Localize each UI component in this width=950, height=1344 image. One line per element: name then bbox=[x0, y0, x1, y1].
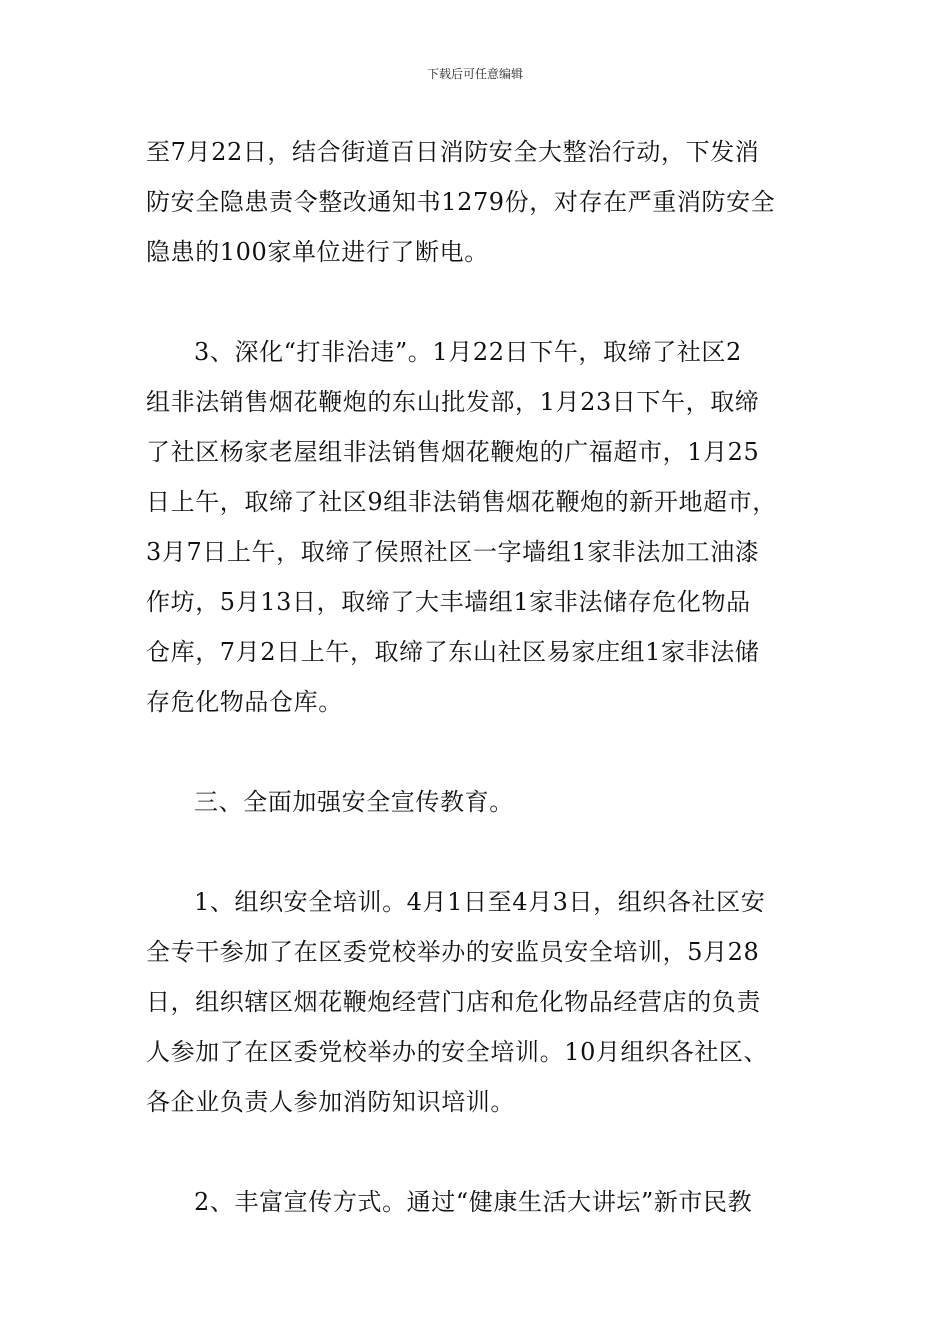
text-line: 仓库，7月2日上午，取缔了东山社区易家庄组1家非法储 bbox=[146, 638, 760, 666]
text-line: 组非法销售烟花鞭炮的东山批发部，1月23日下午，取缔 bbox=[146, 388, 760, 416]
text-line: 作坊，5月13日，取缔了大丰墙组1家非法储存危化物品 bbox=[146, 588, 751, 616]
text-line: 3月7日上午，取缔了侯照社区一字墙组1家非法加工油漆 bbox=[146, 538, 760, 566]
text-line: 三、全面加强安全宣传教育。 bbox=[194, 788, 514, 816]
text-line: 防安全隐患责令整改通知书1279份，对存在严重消防安全 bbox=[146, 188, 776, 216]
text-line: 存危化物品仓库。 bbox=[146, 688, 343, 716]
paragraph-safety-training bbox=[146, 877, 818, 1127]
text-line: 2、丰富宣传方式。通过“健康生活大讲坛”新市民教 bbox=[194, 1188, 753, 1216]
text-line: 至7月22日，结合街道百日消防安全大整治行动，下发消 bbox=[146, 138, 760, 166]
page-header-note: 下载后可任意编辑 bbox=[426, 67, 523, 81]
text-line: 3、深化“打非治违”。1月22日下午，取缔了社区2 bbox=[194, 338, 742, 366]
document-body bbox=[146, 127, 818, 1227]
text-line: 全专干参加了在区委党校举办的安监员安全培训，5月28 bbox=[146, 938, 760, 966]
paragraph-crackdown-illegal-activities bbox=[146, 327, 818, 727]
text-line: 各企业负责人参加消防知识培训。 bbox=[146, 1088, 515, 1116]
text-line: 了社区杨家老屋组非法销售烟花鞭炮的广福超市，1月25 bbox=[146, 438, 760, 466]
paragraph-publicity-methods bbox=[146, 1177, 818, 1227]
text-line: 人参加了在区委党校举办的安全培训。10月组织各社区、 bbox=[146, 1038, 769, 1066]
text-line: 日，组织辖区烟花鞭炮经营门店和危化物品经营店的负责 bbox=[146, 988, 761, 1016]
section-heading-safety-education bbox=[146, 777, 818, 827]
text-line: 日上午，取缔了社区9组非法销售烟花鞭炮的新开地超市， bbox=[146, 488, 777, 516]
text-line: 1、组织安全培训。4月1日至4月3日，组织各社区安 bbox=[194, 888, 766, 916]
text-line: 隐患的100家单位进行了断电。 bbox=[146, 238, 489, 266]
paragraph-fire-safety-rectification bbox=[146, 127, 818, 277]
